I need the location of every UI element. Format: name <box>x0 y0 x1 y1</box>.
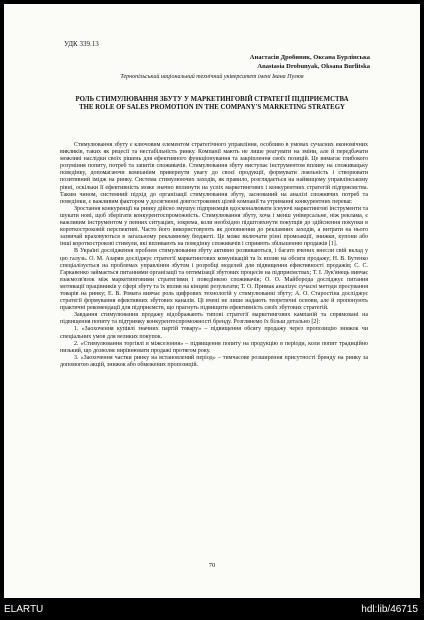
authors-english: Anastasia Drobunyak, Oksana Burlitska <box>257 62 370 70</box>
paragraph: Завдання стимулювання продажу відображають типові стратегії маркетингових кампаній та спрямовані на підвищення попиту та підтримку конкурентоспроможності бренду. Розглянемо їх більш детально [2]: <box>60 312 368 326</box>
title-english: THE ROLE OF SALES PROMOTION IN THE COMPANY'S MARKETING STRATEGY <box>79 104 345 112</box>
list-item: 1. «Заохочення купівлі значних партій товару» – підвищення обсягу продажу через пропозицію знижок чи спеціальних умов для великих покупок. <box>60 326 368 340</box>
affiliation: Тернопільський національний технічний університет імені Івана Пулюя <box>120 74 304 80</box>
viewer-footer-bar <box>0 598 424 620</box>
body-text <box>60 142 368 369</box>
handle-label: hdl:lib/46715 <box>361 604 418 615</box>
paragraph: В Україні дослідження проблем стимулювання збуту активно розвиваються, і багато вчених внесли свій вклад у цю галузь. О. М. Азарян досліджує стратегії маркетингових комунікацій та їх вплив на обсяги продажу; Н. В. Бутенко спеціалізується на проблемах управління збутом і розробці моделей для підвищення ефективності продажів; С. С. Гаркавенко займається питаннями організації та оптимізації збутових процесів на підприємствах; Т. І. Лук'янець вивчає взаємозв'язок між маркетинговими стратегіями і поведінкою споживачів; О. О. Майборода досліджує питання мотивації працівників у сфері збуту та їх вплив на кінцеві результати; Т. О. Примак аналізує сучасні методи просування товарів на ринку; Е. В. Ромата вивчає роль цифрових технологій у стимулюванні збуту; А. О. Старостіна досліджує стратегії формування ефективних збутових каналів. Ці вчені не лише надають теоретичні основи, але й пропонують практичні рекомендації для підприємств, що прагнуть підвищити ефективність своїх збутових стратегій. <box>60 248 368 312</box>
paper-title <box>46 96 378 112</box>
title-ukrainian: РОЛЬ СТИМУЛЮВАННЯ ЗБУТУ У МАРКЕТИНГОВІЙ СТРАТЕГІЇ ПІДПРИЄМСТВА <box>75 96 349 103</box>
paragraph: Зростання конкуренції на ринку дійсно змушує підприємців вдосконалювати існуючі маркетингові інструменти та шукати нові, щоб зберігати конкурентоспроможність. Стимулювання збуту, хоча і менш універсальне, ніж реклама, є важливим інструментом у певних ситуаціях, зокрема, коли необхідно підштовхнути покупців до здійснення покупки в короткостроковій перспективі. Часто його використовують як доповнення до рекламних заходів, а витрати на нього зазвичай враховуються в загальному рекламному бюджеті. Це може включати різні промоакції, знижки, купони або інші короткострокові стимули, які впливають на поведінку споживачів і сприяють збільшенню продажів [1]. <box>60 205 368 248</box>
authors-ukrainian: Анастасія Дробиняк, Оксана Бурлінська <box>249 54 370 61</box>
page-number: 70 <box>208 562 216 569</box>
authors-block <box>250 54 370 71</box>
list-item: 3. «Заохочення частки ринку на встановлений період» – тимчасове розширення присутності бренду на ринку за допомогою акцій, знижок або обмежених пропозицій. <box>60 354 368 368</box>
udc-code: УДК 339.13 <box>64 40 99 48</box>
list-item: 2. «Стимулювання торгівлі в міжсезоння» – підвищення попиту на продукцію в періоди, коли попит традиційно низький, що дозволяє вирівнювати продажі протягом року. <box>60 340 368 354</box>
paper-page <box>4 4 420 598</box>
paragraph: Стимулювання збуту є ключовим елементом стратегічного управління, особливо в умовах сучасних економічних викликів, таких як рецесії та нестабільність ринку. Компанії мають не лише реагувати на зміни, але й передбачати можливі наслідки своїх рішень для ефективного функціонування та закріплення своїх позицій. Це вимагає глибокого розуміння попиту, потреб та запитів споживачів. Стимулювання збуту виступає інструментом впливу на споживацьку поведінку, допомагаючи компаніям привернути увагу до своєї продукції, формувати лояльність і створювати позитивний імідж на ринку. Система стимулюючих заходів, як правило, розглядається на найвищому управлінському рівні, оскільки її ефективність може значно вплинути на успіх маркетингових і конкурентних стратегій підприємства. Таким чином, системний підхід до організації стимулювання збуту, заснований на аналізі споживчих потреб та поведінки, є важливим фактором у досягненні довгострокових цілей компанії та утриманні конкурентних переваг. <box>60 142 368 205</box>
repository-label: ELARTU <box>4 604 44 615</box>
